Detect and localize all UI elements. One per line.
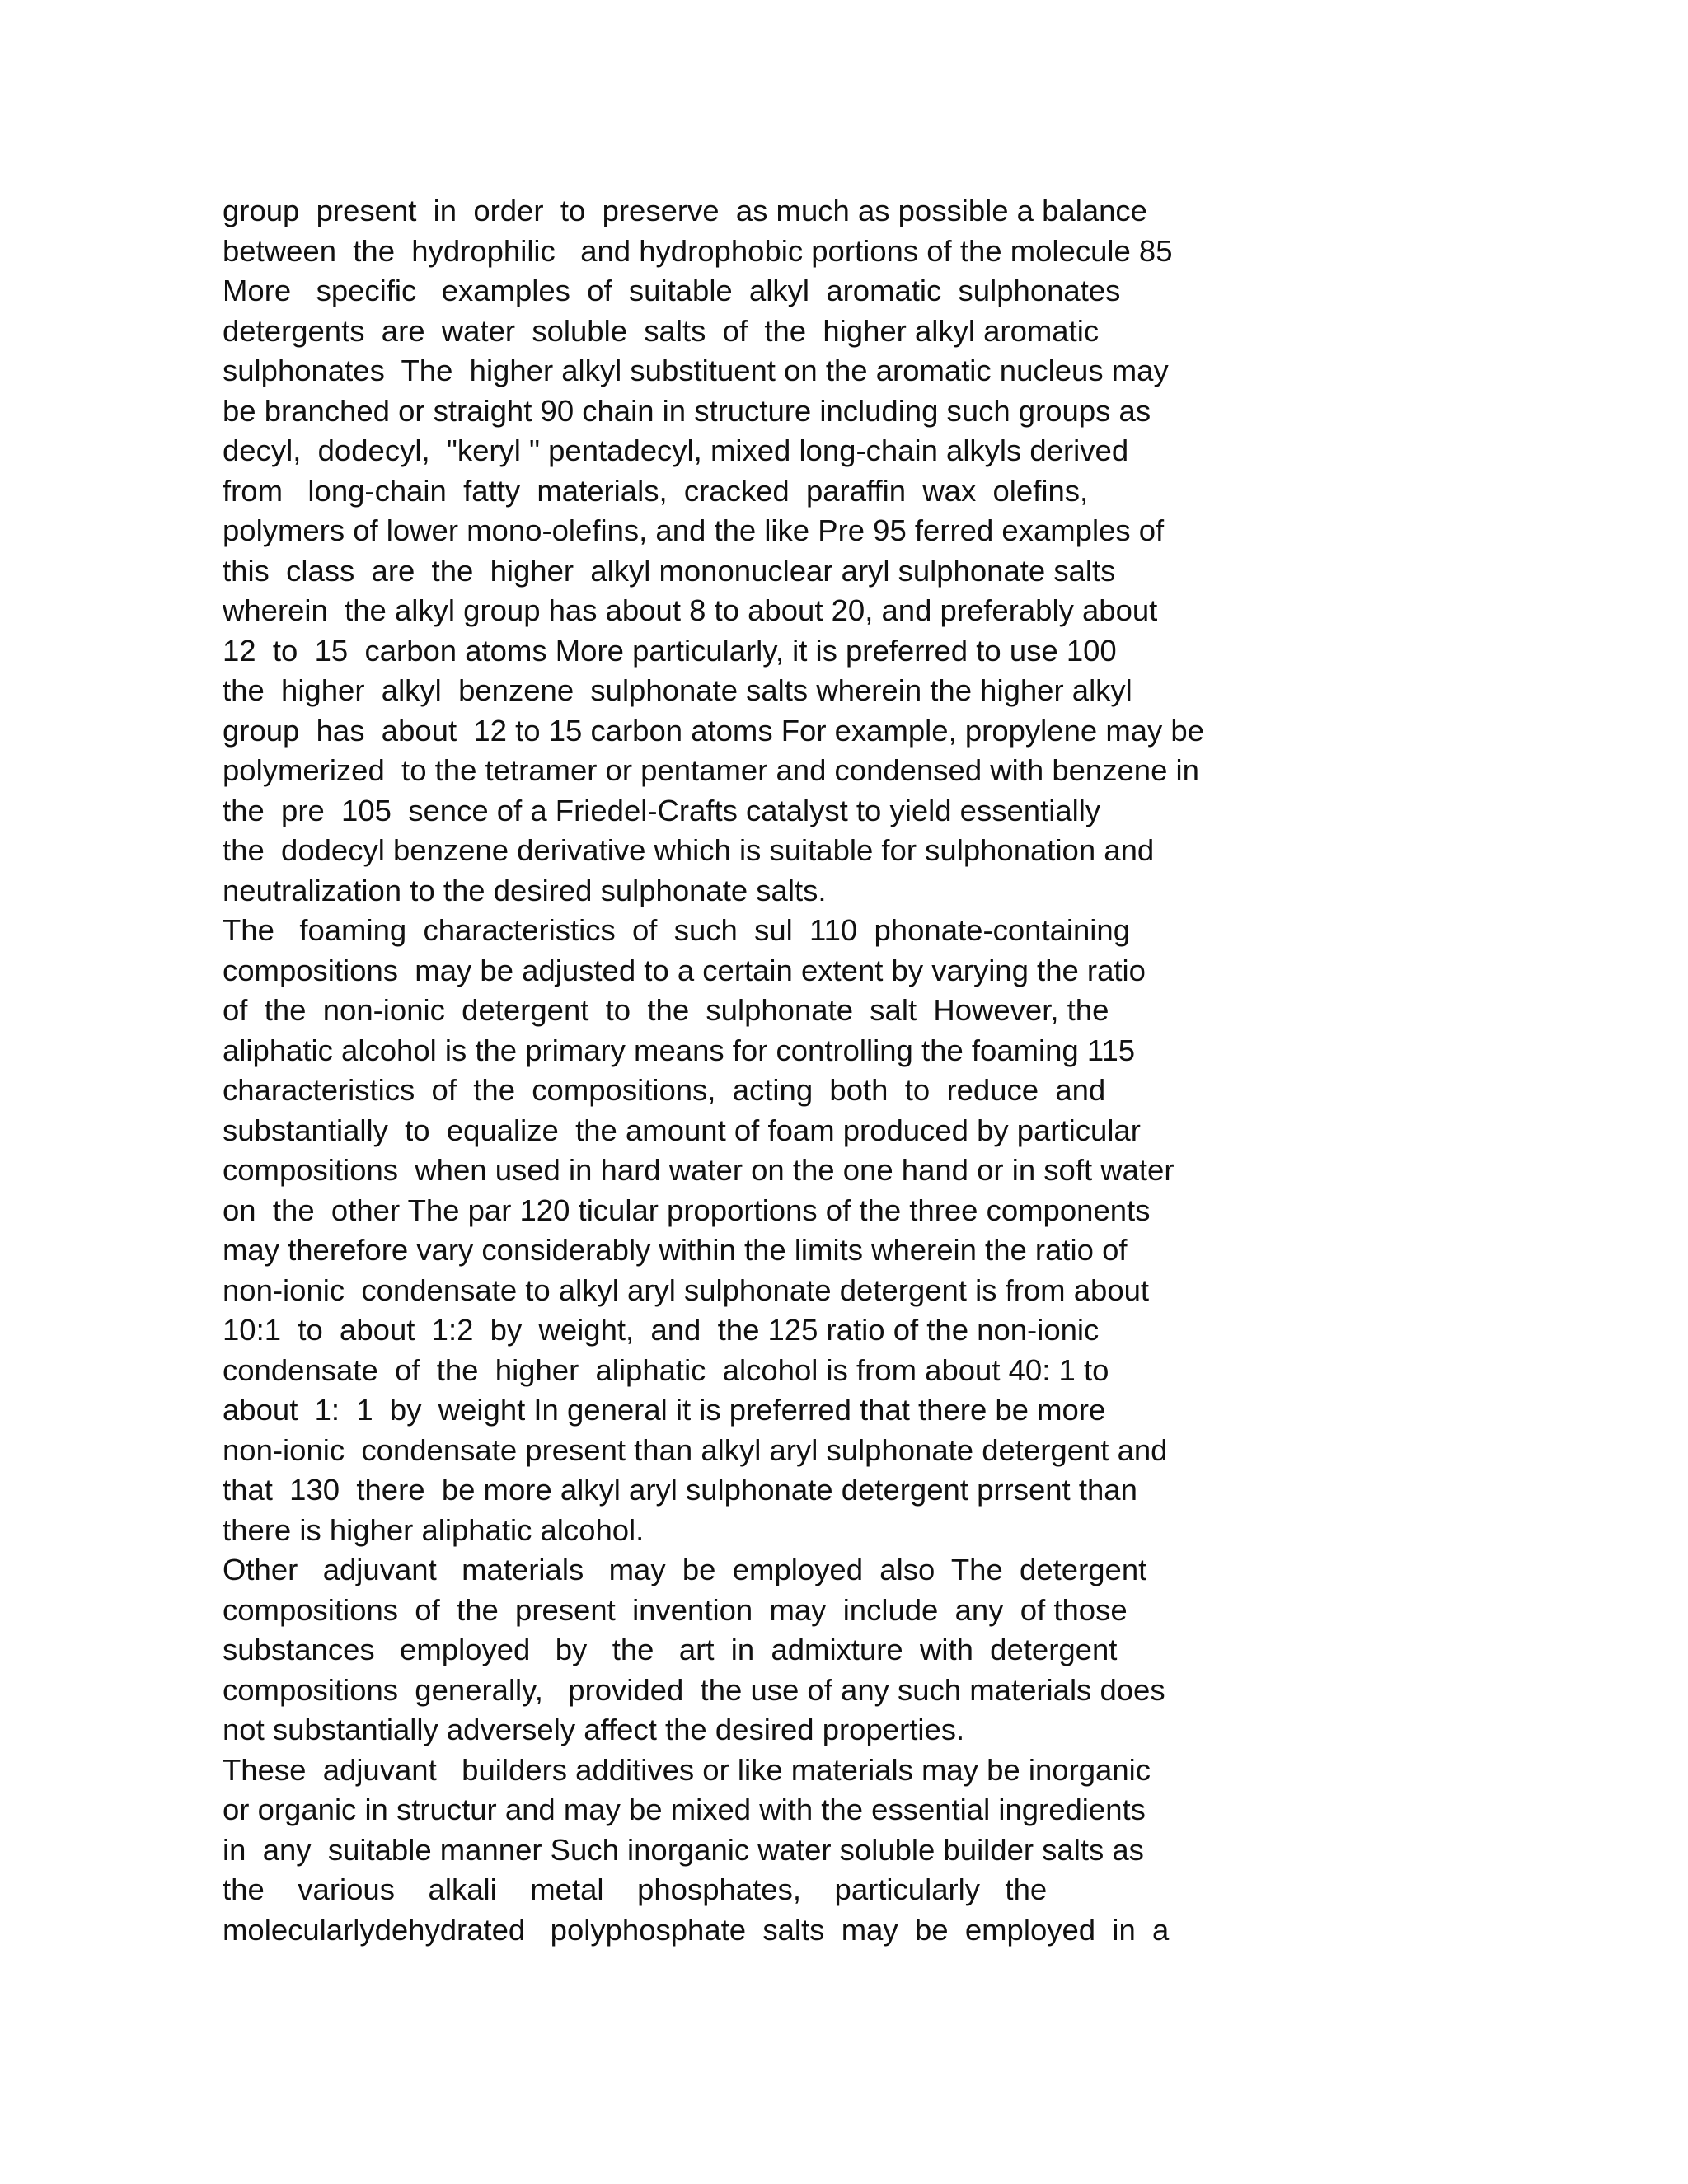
text-line: substances employed by the art in admixture with detergent [223,1633,1118,1666]
text-line: non-ionic condensate to alkyl aryl sulphonate detergent is from about [223,1272,1150,1307]
text-line: polymers of lower mono-olefins, and the like Pre 95 ferred examples of [223,513,1165,547]
text-line: characteristics of the compositions, acting both to reduce and [223,1073,1106,1107]
text-line: the higher alkyl benzene sulphonate salts wherein the higher alkyl [223,673,1132,707]
text-line: The foaming characteristics of such sul 110 phonate-containing [223,913,1131,947]
body-text [223,191,1245,1950]
text-line: substantially to equalize the amount of foam produced by particular [223,1113,1141,1147]
text-line: there is higher aliphatic alcohol. [223,1512,645,1547]
text-line: of the non-ionic detergent to the sulphonate salt However, the [223,993,1109,1027]
text-line: be branched or straight 90 chain in structure including such groups as [223,393,1151,428]
text-line: in any suitable manner Such inorganic water soluble builder salts as [223,1832,1144,1867]
text-line: from long-chain fatty materials, cracked paraffin wax olefins, [223,473,1089,508]
text-line: between the hydrophilic and hydrophobic portions of the molecule 85 [223,233,1173,268]
text-line: the dodecyl benzene derivative which is suitable for sulphonation and [223,833,1155,867]
text-line: These adjuvant builders additives or like materials may be inorganic [223,1752,1151,1787]
text-line: about 1: 1 by weight In general it is preferred that there be more [223,1393,1106,1427]
text-line: on the other The par 120 ticular proportions of the three components [223,1193,1151,1227]
text-line: molecularlydehydrated polyphosphate salts may be employed in a [223,1912,1170,1947]
text-line: More specific examples of suitable alkyl aromatic sulphonates [223,274,1121,307]
text-line: compositions may be adjusted to a certain extent by varying the ratio [223,953,1146,987]
text-line: may therefore vary considerably within the limits wherein the ratio of [223,1233,1128,1267]
text-line: sulphonates The higher alkyl substituent on the aromatic nucleus may [223,354,1169,387]
text-line: non-ionic condensate present than alkyl aryl sulphonate detergent and [223,1432,1168,1467]
text-line: the various alkali metal phosphates, particularly the [223,1872,1048,1906]
text-line: 12 to 15 carbon atoms More particularly, it is preferred to use 100 [223,633,1117,668]
text-line: neutralization to the desired sulphonate salts. [223,873,827,907]
text-line: group present in order to preserve as much as possible a balance [223,194,1147,227]
text-line: compositions of the present invention may include any of those [223,1592,1128,1627]
text-line: the pre 105 sence of a Friedel-Crafts catalyst to yield essentially [223,793,1101,827]
text-line: not substantially adversely affect the desired properties. [223,1713,965,1746]
text-line: this class are the higher alkyl mononuclear aryl sulphonate salts [223,553,1116,588]
text-line: or organic in structur and may be mixed with the essential ingredients [223,1793,1146,1826]
text-line: compositions when used in hard water on the one hand or in soft water [223,1153,1175,1187]
text-line: 10:1 to about 1:2 by weight, and the 125 ratio of the non-ionic [223,1313,1100,1347]
text-line: that 130 there be more alkyl aryl sulphonate detergent prrsent than [223,1473,1137,1507]
text-line: compositions generally, provided the use of any such materials does [223,1672,1165,1707]
text-line: condensate of the higher aliphatic alcohol is from about 40: 1 to [223,1352,1109,1387]
text-line: wherein the alkyl group has about 8 to about 20, and preferably about [223,593,1158,627]
text-line: decyl, dodecyl, "keryl " pentadecyl, mixed long-chain alkyls derived [223,434,1129,467]
text-line: polymerized to the tetramer or pentamer and condensed with benzene in [223,753,1199,787]
text-line: Other adjuvant materials may be employed also The detergent [223,1553,1147,1586]
text-line: group has about 12 to 15 carbon atoms For example, propylene may be [223,713,1205,748]
text-line: detergents are water soluble salts of the higher alkyl aromatic [223,313,1100,348]
text-line: aliphatic alcohol is the primary means for controlling the foaming 115 [223,1033,1136,1067]
